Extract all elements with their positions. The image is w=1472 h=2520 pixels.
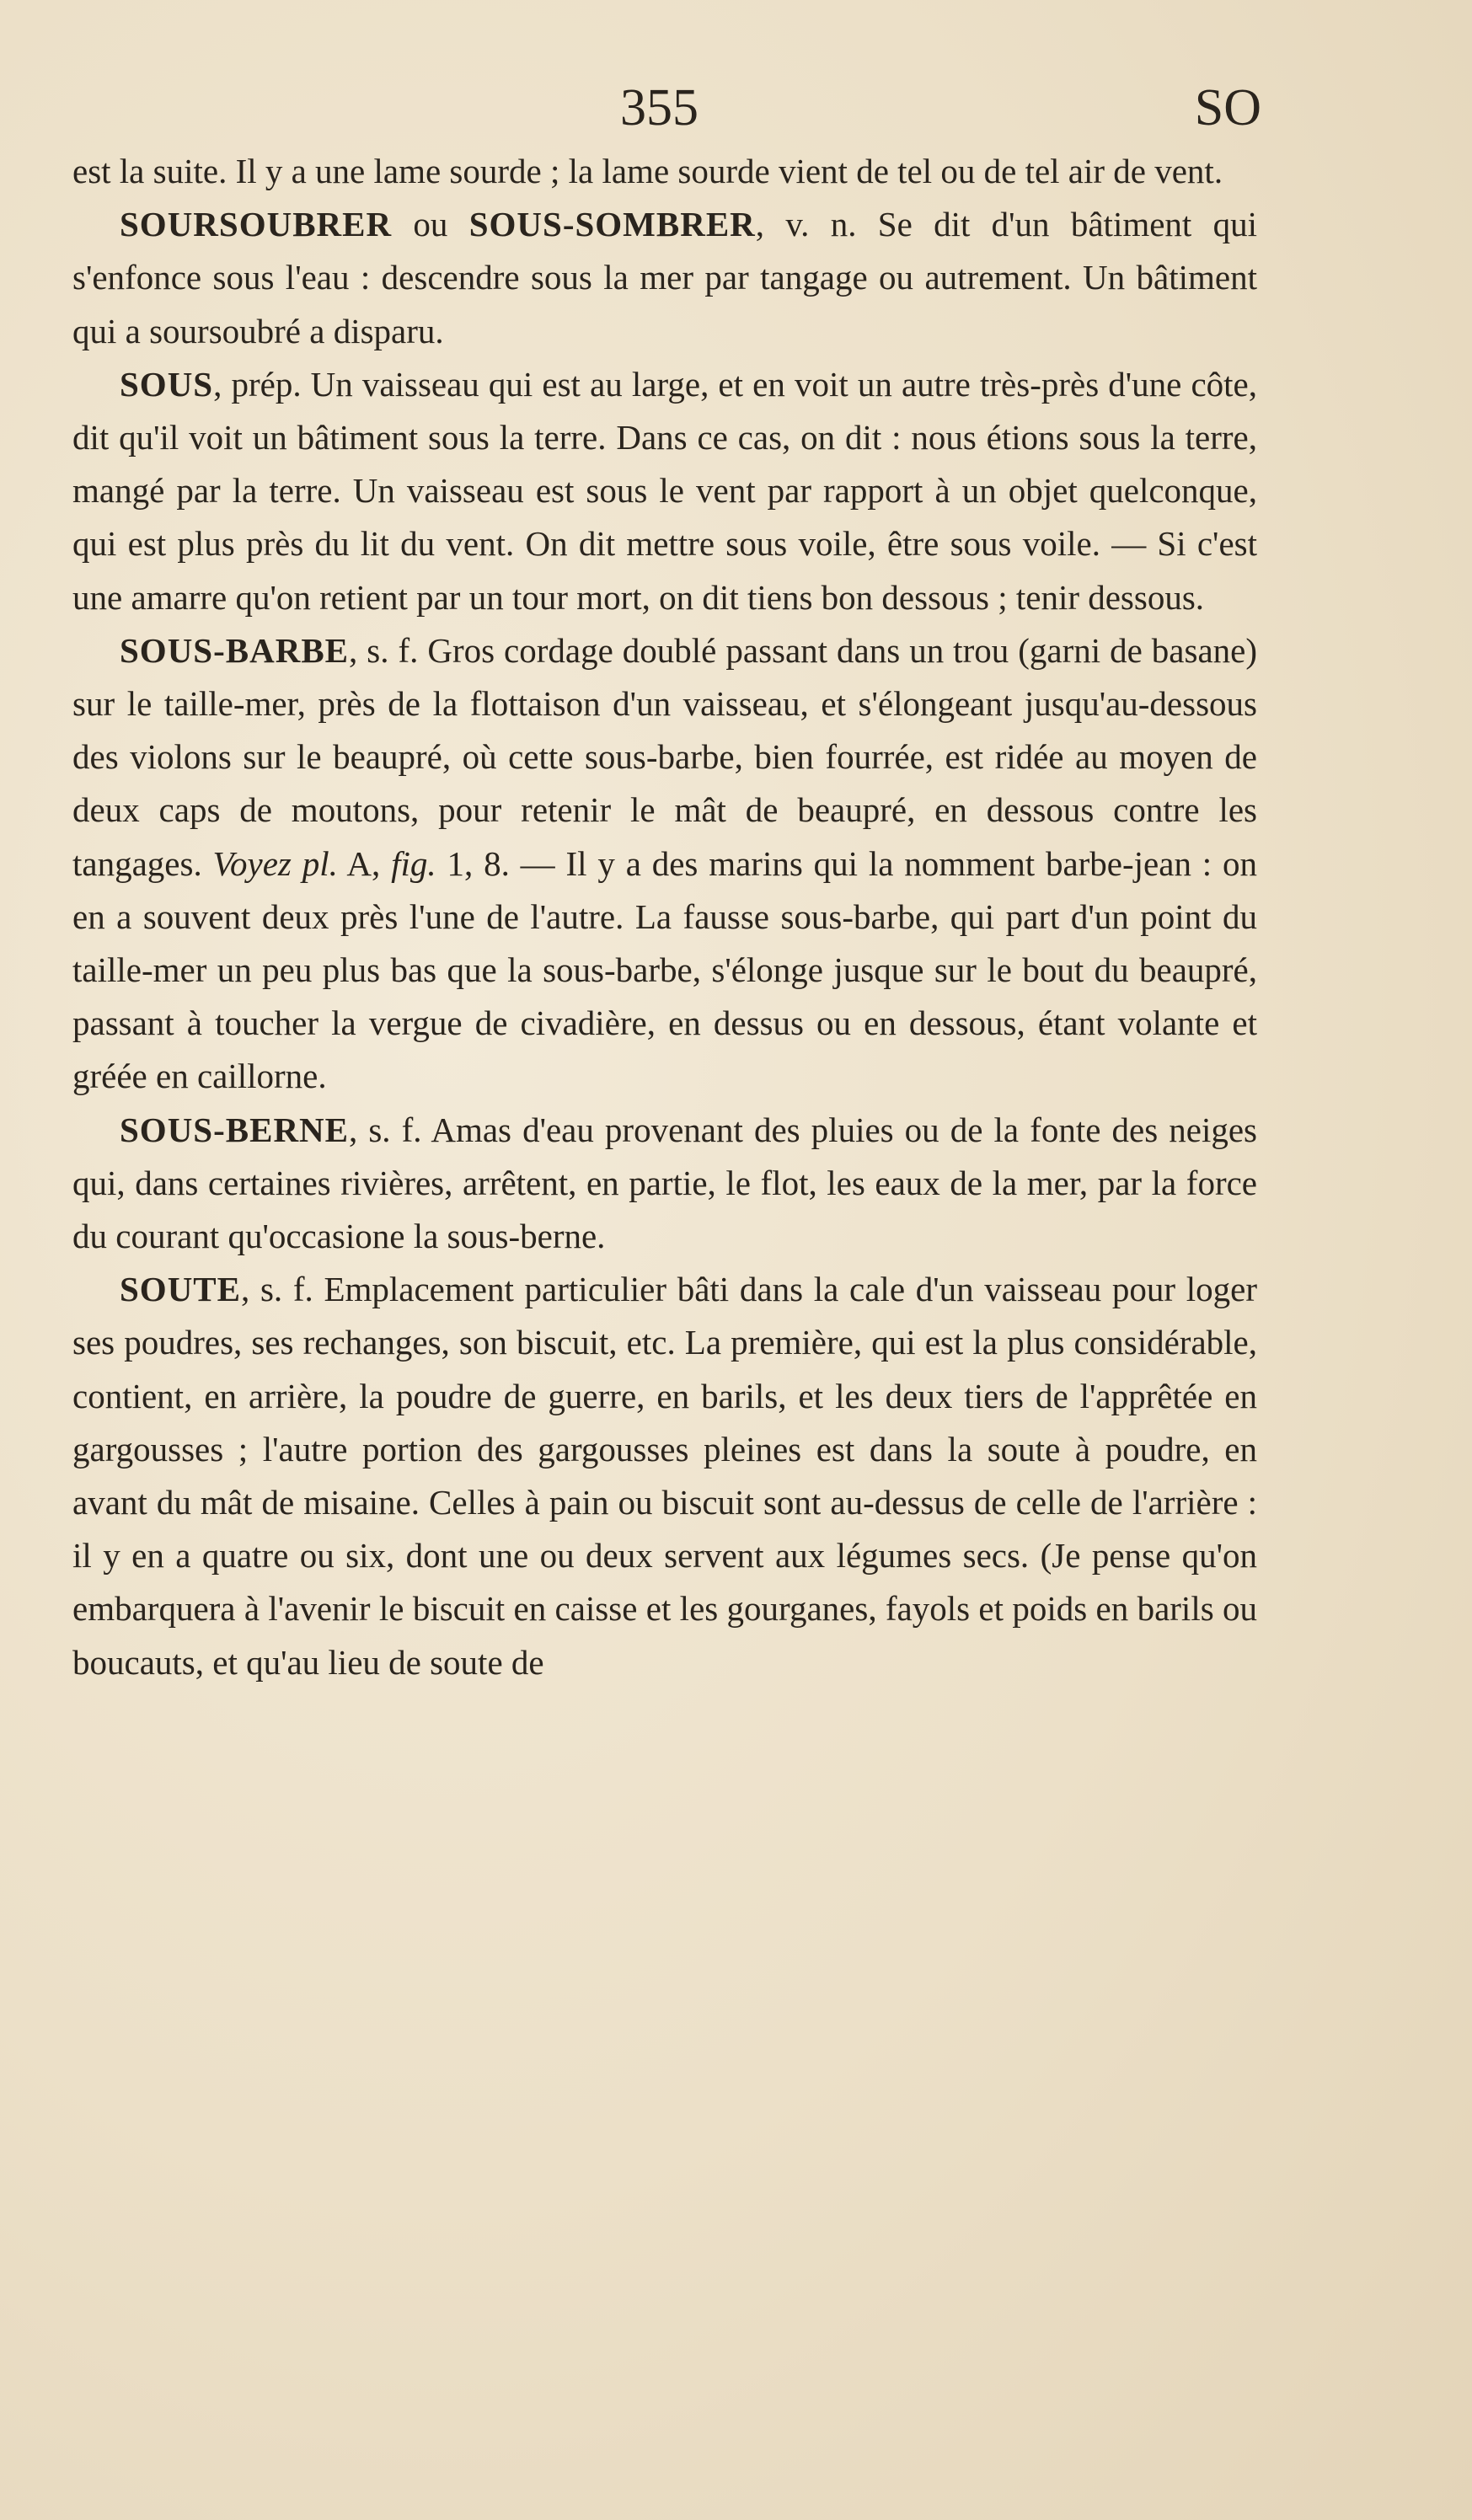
text-segment: , prép. Un vaisseau qui est au large, et en voit un autre très-près d'une côte, dit qu'il voit un bâtiment sous la terre. Dans ce cas, on dit : nous étions sous la terre, mangé par la terre. Un vaisseau est sous le vent par rapport à un objet quelconque, qui est plus près du lit du vent. On dit mettre sous voile, être sous voile. — Si c'est une amarre qu'on retient par un tour mort, on dit tiens bon dessous ; tenir dessous. — [72, 364, 1257, 617]
body-text — [72, 145, 1257, 1689]
text-segment: , s. f. Amas d'eau provenant des pluies ou de la fonte des neiges qui, dans certaines rivières, arrêtent, en partie, le flot, les eaux de la mer, par la force du courant qu'occasione la sous-berne. — [72, 1110, 1257, 1256]
paragraph — [72, 198, 1257, 358]
paragraph — [72, 624, 1257, 1104]
text-segment: , s. f. Emplacement particulier bâti dans la cale d'un vaisseau pour loger ses poudres, ses rechanges, son biscuit, etc. La première, qui est la plus considérable, contient, en arrière, la poudre de guerre, en barils, et les deux tiers de l'apprêtée en gargousses ; l'autre portion des gargousses pleines est dans la soute à poudre, en avant du mât de misaine. Celles à pain ou biscuit sont au-dessus de celle de l'arrière : il y en a quatre ou six, dont une ou deux servent aux légumes secs. (Je pense qu'on embarquera à l'avenir le biscuit en caisse et les gourganes, fayols et poids en barils ou boucauts, et qu'au lieu de soute de — [72, 1270, 1257, 1682]
page-number: 355 — [620, 79, 699, 136]
paragraph — [72, 358, 1257, 624]
headword: SOUS — [120, 364, 214, 404]
paragraph — [72, 1104, 1257, 1264]
italic-text: Voyez pl. — [212, 843, 338, 883]
text-segment: 1, 8. — Il y a des marins qui la nomment barbe-jean : on en a souvent deux près l'une de l'autre. La fausse sous-barbe, qui part d'un point du taille-mer un peu plus bas que la sous-barbe, s'élonge jusque sur le bout du beaupré, passant à toucher la vergue de civadière, en dessus ou en dessous, étant volante et gréée en caillorne. — [72, 843, 1257, 1096]
text-segment: , s. f. Gros cordage doublé passant dans un trou (garni de basane) sur le taille-mer, près de la flottaison d'un vaisseau, et s'élongeant jusqu'au-dessous des violons sur le beaupré, où cette sous-barbe, bien fourrée, est ridée au moyen de deux caps de moutons, pour retenir le mât de beaupré, en dessous contre les tangages. — [72, 630, 1257, 883]
headword: SOUS-SOMBRER — [468, 205, 756, 244]
paragraph — [72, 145, 1257, 198]
headword: SOUS-BERNE — [120, 1110, 350, 1149]
headword: SOURSOUBRER — [120, 205, 393, 244]
text-segment: A, — [337, 843, 392, 883]
headword: SOUTE — [120, 1270, 241, 1309]
italic-text: fig. — [391, 843, 436, 883]
headword: SOUS-BARBE — [120, 630, 350, 670]
paragraph — [72, 1263, 1257, 1689]
text-segment: , v. n. Se dit d'un bâtiment qui s'enfonce sous l'eau : descendre sous la mer par tangage ou autrement. Un bâtiment qui a soursoubré a disparu. — [72, 205, 1258, 350]
text-segment: ou — [392, 205, 469, 244]
text-segment: est la suite. Il y a une lame sourde ; la lame sourde vient de tel ou de tel air de vent. — [72, 152, 1223, 190]
page-header — [0, 74, 1472, 142]
running-head: SO — [1194, 79, 1261, 136]
